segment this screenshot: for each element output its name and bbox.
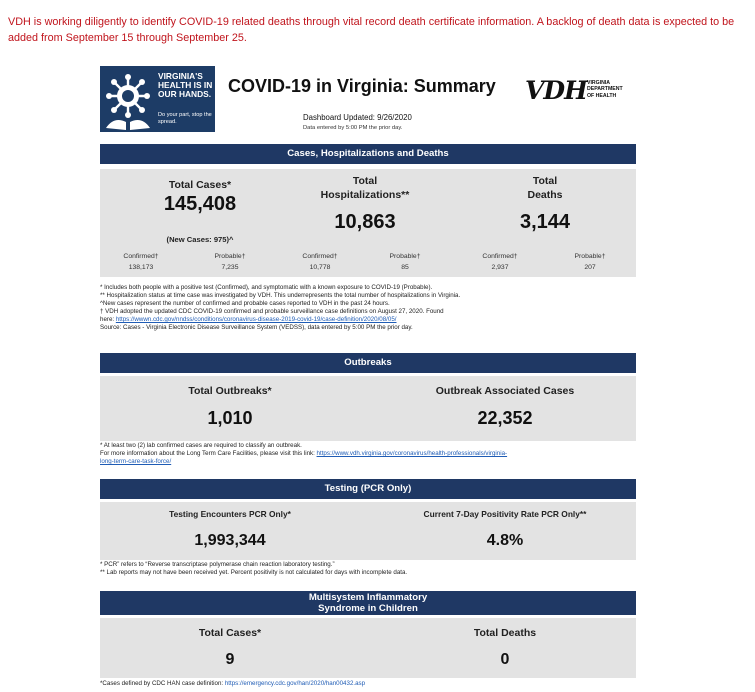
vdh-letters: VDH [525, 76, 587, 105]
hospitalizations-label-line: Hospitalizations** [320, 189, 410, 201]
total-outbreaks-value: 1,010 [207, 408, 253, 428]
page-title: COVID-19 in Virginia: Summary [228, 76, 496, 96]
hospitalizations-value: 10,863 [334, 211, 396, 233]
footnote: * At least two (2) lab confirmed cases are required to classify an outbreak. [100, 442, 302, 449]
hospitalizations-label-line: Total [352, 175, 378, 187]
cases-confirmed-value: 138,173 [128, 264, 154, 271]
deaths-value: 3,144 [519, 211, 571, 233]
deaths-confirmed-label: Confirmed† [482, 253, 518, 260]
testing-encounters-label: Testing Encounters PCR Only* [169, 509, 291, 519]
deaths-probable-value: 207 [584, 264, 596, 271]
hosp-confirmed-value: 10,778 [309, 264, 331, 271]
deaths-confirmed-value: 2,937 [491, 264, 509, 271]
footnote: ** Lab reports may not have been received yet. Percent positivity is not calculated for days with incomplete data. [100, 569, 408, 576]
health-in-our-hands-logo [100, 66, 215, 132]
cases-section-header: Cases, Hospitalizations and Deaths [100, 144, 636, 164]
cases-panel [100, 169, 636, 277]
ltc-task-force-link[interactable]: https://www.vdh.virginia.gov/coronavirus/health-professionals/virginia- [316, 450, 508, 457]
total-cases-label: Total Cases* [168, 179, 232, 191]
deaths-label [500, 174, 590, 202]
testing-panel [100, 502, 636, 560]
cases-probable-value: 7,235 [221, 264, 239, 271]
outbreaks-section-header: Outbreaks [100, 353, 636, 373]
misc-cases-label: Total Cases* [198, 627, 262, 639]
new-cases-value: (New Cases: 975)^ [166, 235, 234, 244]
misc-header-line: Multisystem Inflammatory [308, 592, 428, 603]
footnote: Source: Cases - Virginia Electronic Disease Surveillance System (VEDSS), data entered by 5:00 PM the prior day. [100, 324, 413, 331]
footnote-prefix: *Cases defined by CDC HAN case definition: [100, 680, 225, 687]
testing-footnotes [100, 561, 636, 577]
cases-confirmed-label: Confirmed† [123, 253, 159, 260]
outbreaks-footnotes [100, 442, 636, 466]
vdh-dept-line: OF HEALTH [587, 92, 617, 99]
positivity-rate-label: Current 7-Day Positivity Rate PCR Only** [423, 509, 587, 519]
testing-encounters-value: 1,993,344 [194, 532, 266, 549]
footnote [100, 316, 636, 324]
footnote [100, 458, 636, 466]
footnote: * Includes both people with a positive test (Confirmed), and symptomatic with a known exposure to COVID-19 (Probable). [100, 284, 433, 291]
footnote: ^New cases represent the number of confirmed and probable cases reported to VDH in the past 24 hours. [100, 300, 390, 307]
virus-hands-icon [100, 66, 158, 132]
misc-panel [100, 618, 636, 678]
outbreak-cases-label: Outbreak Associated Cases [435, 385, 575, 397]
total-cases-value: 145,408 [163, 193, 237, 215]
ltc-task-force-link-cont[interactable]: long-term-care-task-force/ [100, 458, 172, 465]
outbreaks-panel [100, 376, 636, 441]
total-outbreaks-label: Total Outbreaks* [188, 385, 272, 397]
hosp-probable-label: Probable† [389, 253, 421, 260]
hospitalizations-label [300, 174, 430, 202]
vdh-department-text [587, 80, 623, 99]
misc-footnote [100, 680, 636, 688]
misc-deaths-value: 0 [500, 651, 510, 668]
dashboard-updated: Dashboard Updated: 9/26/2020 [303, 113, 412, 122]
cases-probable-label: Probable† [214, 253, 246, 260]
logo-subtext: Do your part, stop the spread. [158, 112, 212, 125]
testing-section-header: Testing (PCR Only) [100, 479, 636, 499]
vdh-dept-line: DEPARTMENT [587, 86, 623, 93]
vdh-dept-line: VIRGINIA [587, 80, 611, 86]
footnote: * PCR” refers to “Reverse transcriptase polymerase chain reaction laboratory testing.” [100, 561, 335, 568]
logo-slogan: VIRGINIA'S HEALTH IS IN OUR HANDS. [158, 71, 213, 99]
cdc-han-link[interactable]: https://emergency.cdc.gov/han/2020/han00432.asp [224, 680, 366, 687]
deaths-label-line: Total [532, 175, 558, 187]
vdh-logo [525, 76, 637, 108]
outbreak-cases-value: 22,352 [477, 408, 533, 428]
data-entered-note: Data entered by 5:00 PM the prior day. [303, 125, 403, 131]
footnote-prefix: For more information about the Long Term Care Facilities, please visit this link: [100, 450, 317, 457]
footnote: † VDH adopted the updated CDC COVID-19 confirmed and probable surveillance case definitions on August 27, 2020. Found [100, 308, 444, 315]
footnote: ** Hospitalization status at time case was investigated by VDH. This underrepresents the total number of hospitalizations in Virginia. [100, 292, 461, 299]
hosp-probable-value: 85 [401, 264, 409, 271]
positivity-rate-value: 4.8% [486, 532, 524, 549]
misc-deaths-label: Total Deaths [473, 627, 537, 639]
backlog-alert: VDH is working diligently to identify COVID-19 related deaths through vital record death certificate information. A backlog of death data is expected to be added from September 15 through September 25. [8, 16, 735, 44]
misc-cases-value: 9 [225, 651, 235, 668]
misc-header-line: Syndrome in Children [318, 603, 418, 614]
deaths-probable-label: Probable† [574, 253, 606, 260]
cdc-case-definition-link[interactable]: https://wwwn.cdc.gov/nndss/conditions/coronavirus-disease-2019-covid-19/case-definition/2020/08/05/ [115, 316, 397, 323]
misc-section-header [100, 591, 636, 615]
footnote-prefix: here: [100, 316, 116, 323]
deaths-label-line: Deaths [527, 189, 563, 201]
cases-footnotes [100, 284, 636, 332]
footnote [100, 450, 636, 458]
hosp-confirmed-label: Confirmed† [302, 253, 338, 260]
